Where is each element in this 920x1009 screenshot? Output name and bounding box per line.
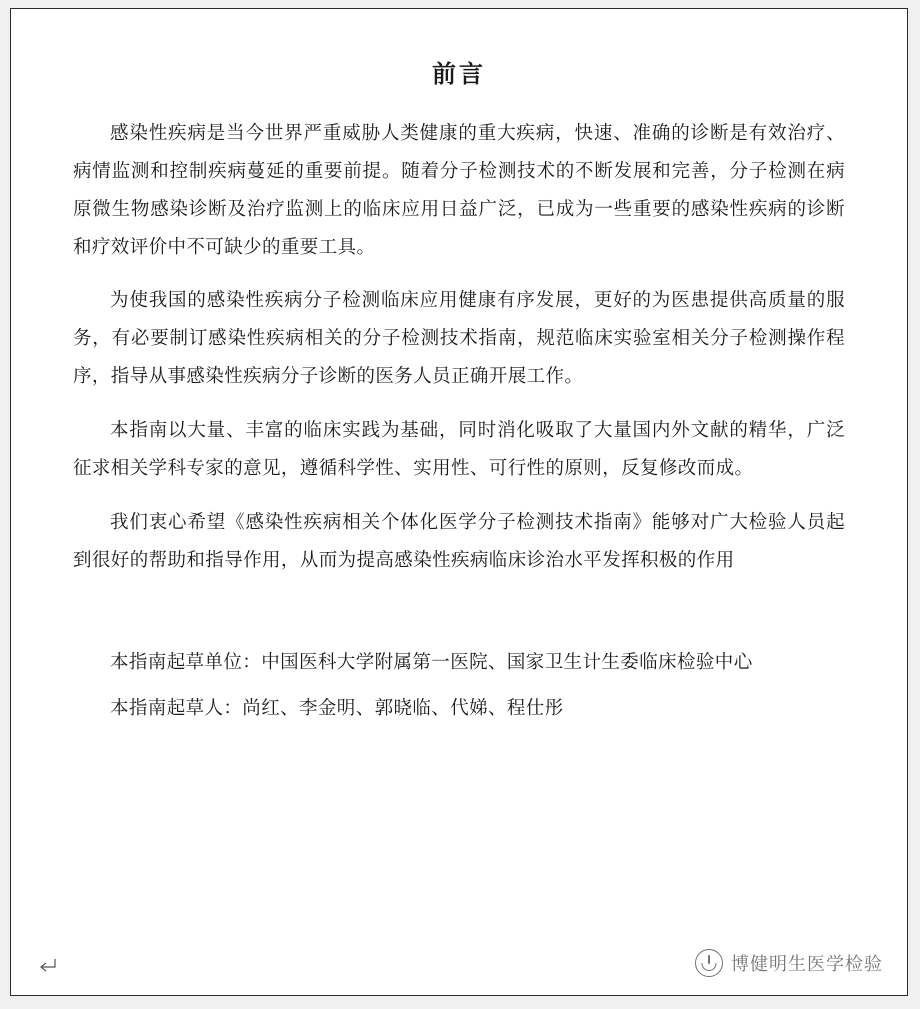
watermark-label: 博健明生医学检验 — [731, 954, 883, 974]
page-background-right — [908, 0, 920, 1009]
paragraph-mark-icon — [37, 957, 59, 975]
section-spacer — [73, 597, 845, 645]
watermark — [695, 949, 883, 977]
page-background-bottom — [0, 996, 920, 1009]
brand-logo-icon — [695, 949, 723, 977]
paragraph: 感染性疾病是当今世界严重威胁人类健康的重大疾病，快速、准确的诊断是有效治疗、病情监测和控制疾病蔓延的重要前提。随着分子检测技术的不断发展和完善，分子检测在病原微生物感染诊断及治疗监测上的临床应用日益广泛，已成为一些重要的感染性疾病的诊断和疗效评价中不可缺少的重要工具。 — [73, 123, 845, 258]
page-background-top — [0, 0, 920, 8]
document-page — [10, 8, 908, 996]
document-body — [11, 9, 907, 995]
paragraph: 为使我国的感染性疾病分子检测临床应用健康有序发展，更好的为医患提供高质量的服务，有必要制订感染性疾病相关的分子检测技术指南，规范临床实验室相关分子检测操作程序，指导从事感染性疾病分子诊断的医务人员正确开展工作。 — [73, 291, 845, 388]
drafting-authors: 本指南起草人：尚红、李金明、郭晓临、代娣、程仕彤 — [110, 698, 564, 719]
page-background-left — [0, 0, 10, 1009]
page-title: 前言 — [432, 62, 486, 88]
paragraph: 本指南以大量、丰富的临床实践为基础，同时消化吸取了大量国内外文献的精华，广泛征求相关学科专家的意见，遵循科学性、实用性、可行性的原则，反复修改而成。 — [73, 421, 845, 480]
drafting-organizations: 本指南起草单位：中国医科大学附属第一医院、国家卫生计生委临床检验中心 — [110, 652, 753, 673]
paragraph: 我们衷心希望《感染性疾病相关个体化医学分子检测技术指南》能够对广大检验人员起到很好的帮助和指导作用，从而为提高感染性疾病临床诊治水平发挥积极的作用 — [73, 513, 845, 572]
